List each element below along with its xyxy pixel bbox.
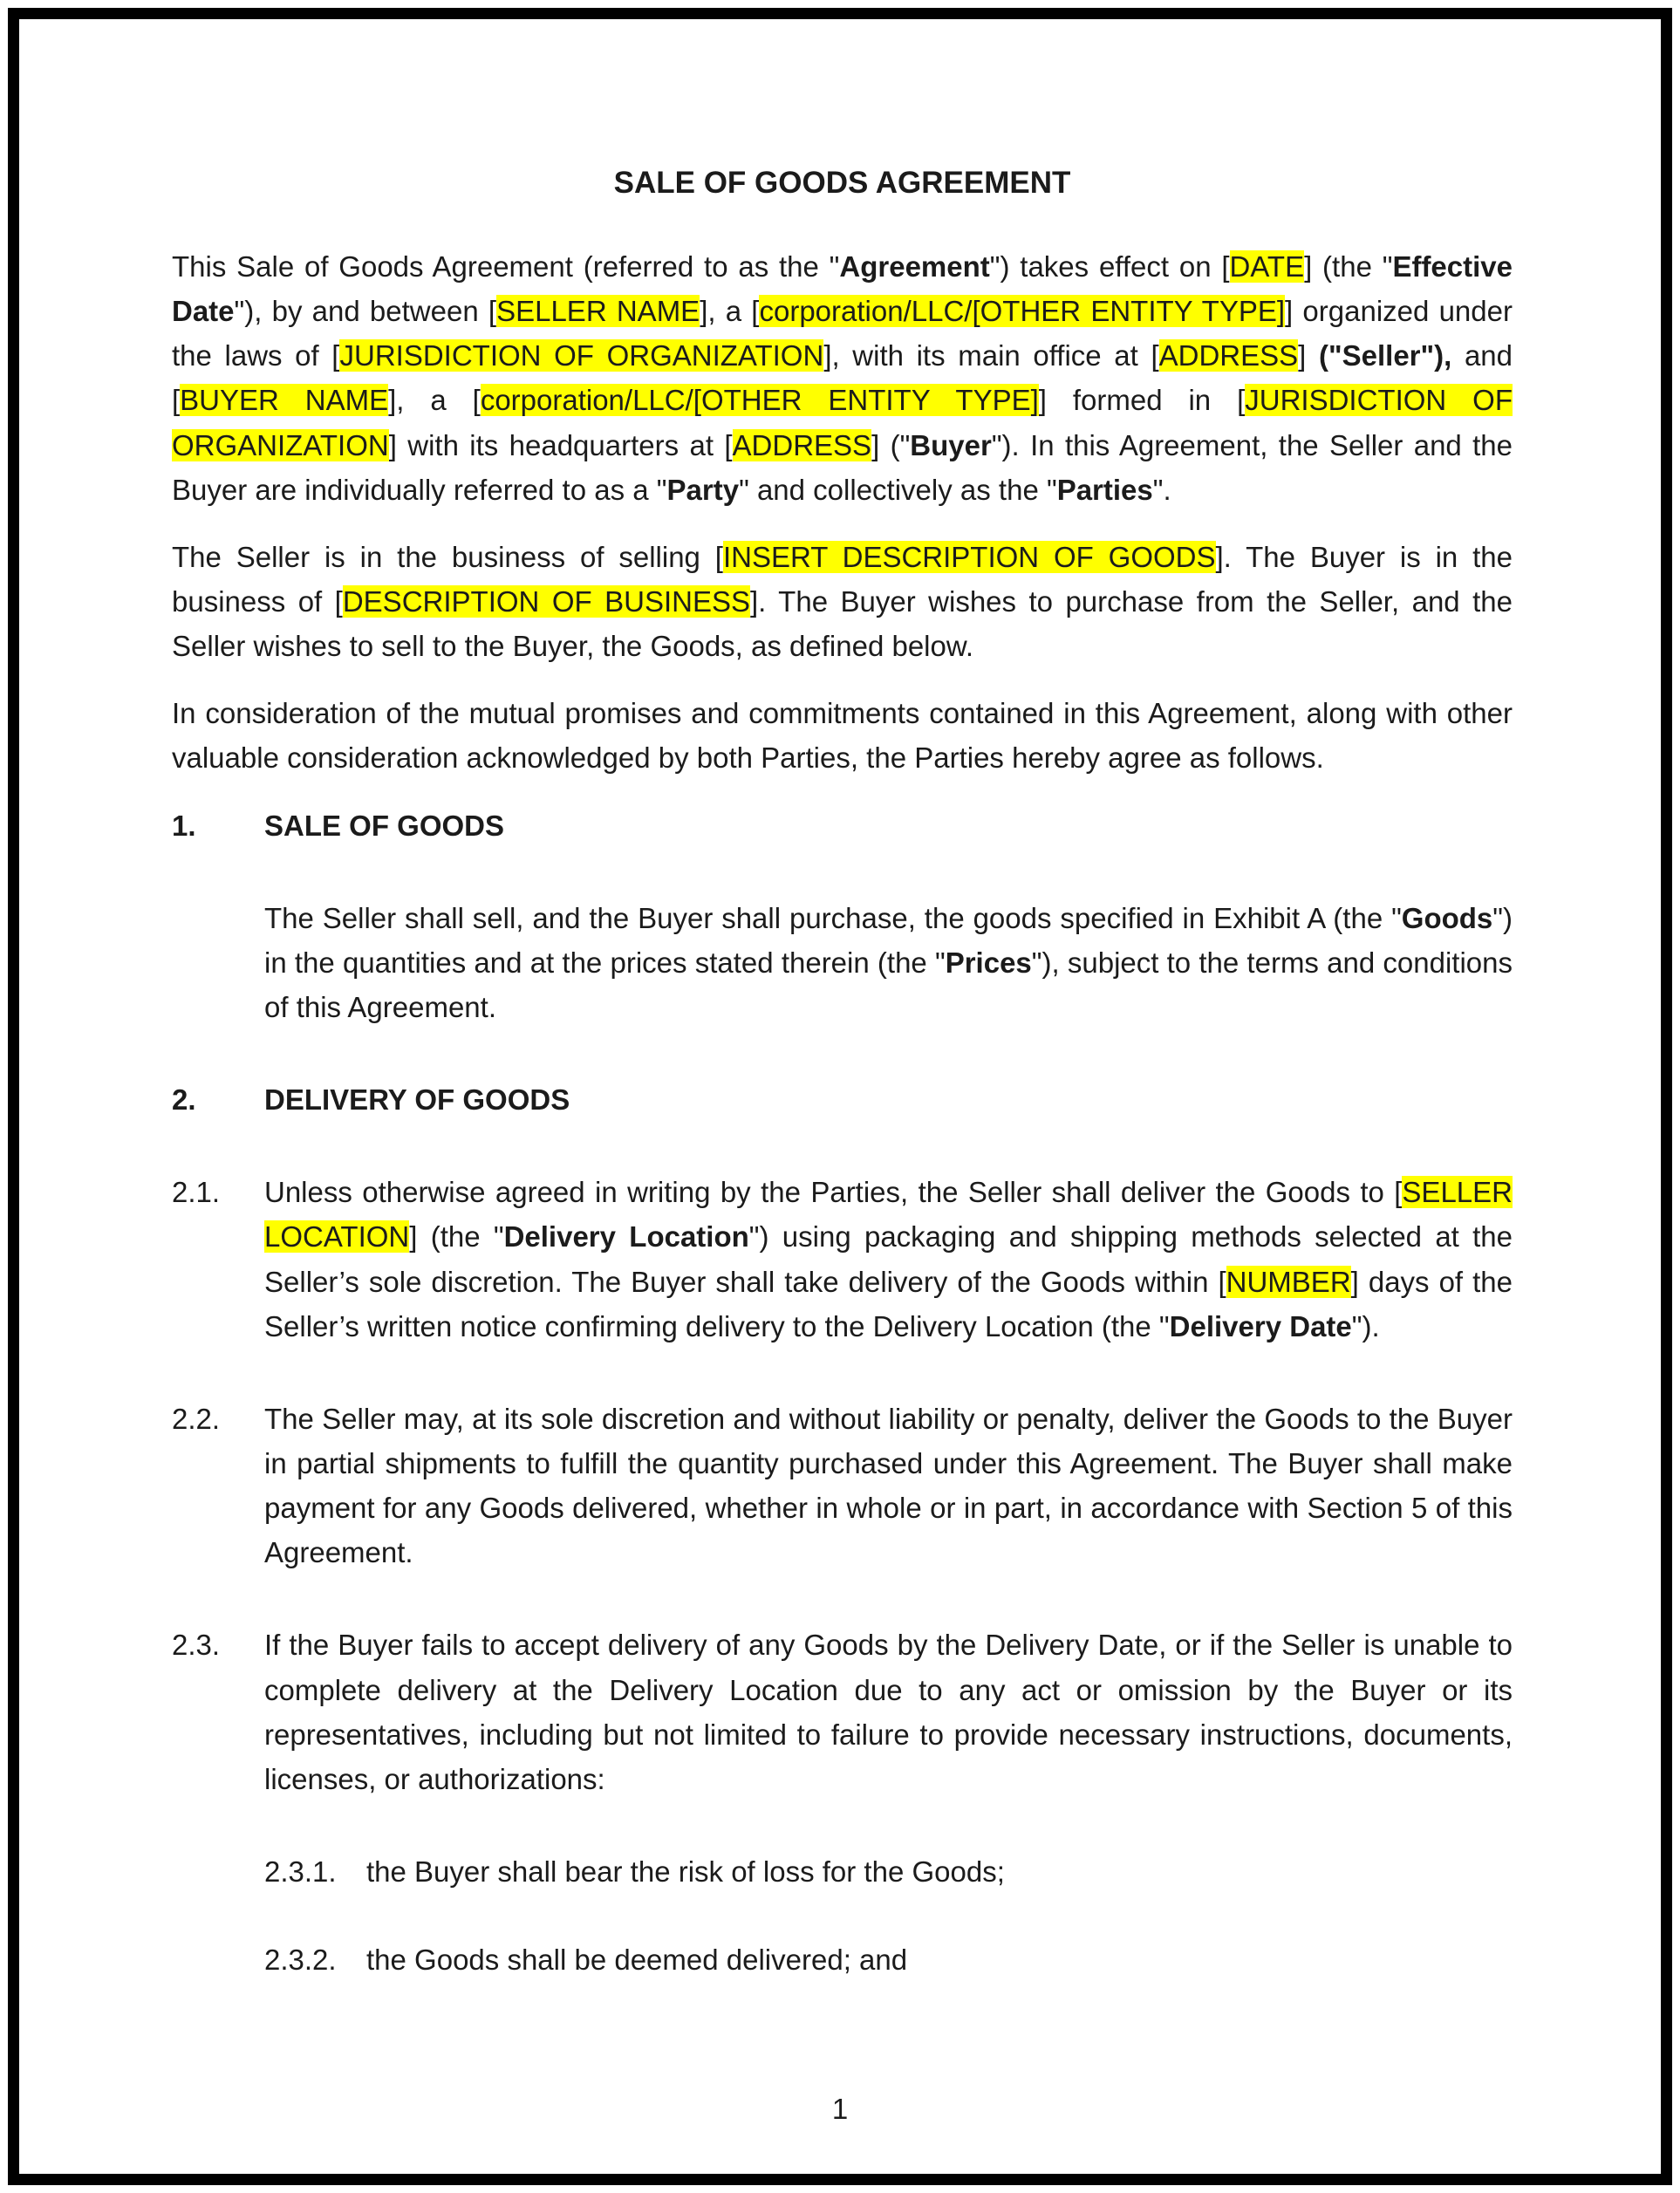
- text-run: ], a [: [388, 384, 481, 417]
- clause-text: [264, 1623, 1513, 1801]
- text-run: ]. The Buyer wishes to purchase from the Seller, and the Seller wishes to sell to the Buyer, the Goods, as defined below.: [172, 584, 1513, 663]
- text-run: ] organized under the laws of [: [172, 295, 1513, 372]
- text-run: ]. The Buyer is in the business of [: [172, 540, 1513, 618]
- document-title: SALE OF GOODS AGREEMENT: [613, 166, 1071, 200]
- text-run: Unless otherwise agreed in writing by the Parties, the Seller shall deliver the Goods to [: [264, 1176, 1403, 1209]
- text-run: the Buyer shall bear the risk of loss for the Goods;: [366, 1855, 1005, 1888]
- clause-text: [264, 1170, 1513, 1349]
- placeholder-field: SELLER LOCATION: [264, 1176, 1513, 1254]
- text-run: ".: [1152, 473, 1171, 506]
- clause-text: [264, 803, 1513, 848]
- clause-text: [264, 1077, 1513, 1122]
- clause-text: [264, 1397, 1513, 1575]
- clause-number: 2.3.: [172, 1629, 221, 1662]
- placeholder-field: JURISDICTION OF ORGANIZATION: [172, 384, 1513, 461]
- numbered-clause: [172, 1623, 1513, 1801]
- placeholder-field: NUMBER: [1226, 1265, 1351, 1298]
- text-run: the Goods shall be deemed delivered; and: [366, 1944, 908, 1977]
- text-run: ], with its main office at [: [823, 339, 1159, 372]
- section-paragraph: [264, 896, 1513, 1029]
- text-run: and [: [172, 339, 1513, 417]
- text-run: Buyer: [910, 428, 992, 461]
- clause-number: 2.3.2.: [264, 1944, 337, 1977]
- text-run: If the Buyer fails to accept delivery of any Goods by the Delivery Date, or if the Seller is unable to complete delivery at the Delivery Location due to any act or omission by the Buyer or its representatives, including but not limited to failure to provide necessary instructions, documents, licenses, or authorizations:: [264, 1629, 1513, 1795]
- placeholder-field: corporation/LLC/[OTHER ENTITY TYPE]: [759, 295, 1286, 328]
- text-run: ] formed in [: [1038, 384, 1246, 417]
- text-run: ") using packaging and shipping methods selected at the Seller’s sole discretion. The Buyer shall take delivery of the Goods within [: [264, 1220, 1513, 1298]
- text-run: Delivery Location: [503, 1220, 749, 1254]
- numbered-subclause: [264, 1849, 1513, 1894]
- placeholder-field: INSERT DESCRIPTION OF GOODS: [722, 540, 1216, 573]
- text-run: This Sale of Goods Agreement (referred to as the ": [172, 250, 840, 283]
- placeholder-field: corporation/LLC/[OTHER ENTITY TYPE]: [480, 384, 1039, 417]
- text-run: ], a [: [700, 295, 760, 328]
- text-run: The Seller is in the business of selling [: [172, 540, 723, 573]
- text-run: ") in the quantities and at the prices stated therein (the ": [264, 901, 1513, 979]
- numbered-subclause: [264, 1937, 1513, 1982]
- text-run: ] with its headquarters at [: [388, 428, 733, 461]
- intro-paragraph: [172, 535, 1513, 668]
- document-body: [172, 244, 1513, 1982]
- text-run: ] (the ": [409, 1220, 504, 1254]
- text-run: ]: [1298, 339, 1319, 372]
- intro-paragraph: [172, 244, 1513, 512]
- text-run: ") takes effect on [: [989, 250, 1230, 283]
- numbered-clause: [172, 1397, 1513, 1575]
- page-number: 1: [831, 2093, 849, 2125]
- placeholder-field: ADDRESS: [1158, 339, 1299, 372]
- text-run: The Seller may, at its sole discretion and without liability or penalty, deliver the Goods to the Buyer in partial shipments to fulfill the quantity purchased under this Agreement. The Buyer shall make payment for any Goods delivered, whether in whole or in part, in accordance with Section 5 of this Agreement.: [264, 1402, 1513, 1569]
- text-run: Parties: [1056, 473, 1153, 506]
- document-content: [172, 161, 1513, 2026]
- section-heading: [172, 803, 1513, 848]
- text-run: ] (": [871, 428, 911, 461]
- section-heading: [172, 1077, 1513, 1122]
- text-run: ("Seller"),: [1318, 339, 1452, 372]
- intro-paragraph: [172, 691, 1513, 780]
- clause-number: 2.: [172, 1083, 196, 1117]
- clause-number: 2.2.: [172, 1402, 221, 1435]
- text-run: Delivery Date: [1169, 1309, 1352, 1342]
- clause-number: 1.: [172, 809, 196, 842]
- placeholder-field: DESCRIPTION OF BUSINESS: [342, 584, 750, 618]
- text-run: In consideration of the mutual promises and commitments contained in this Agreement, along with other valuable consideration acknowledged by both Parties, the Parties hereby agree as follows.: [172, 697, 1513, 775]
- numbered-clause: [172, 1170, 1513, 1349]
- clause-text: [366, 1937, 1513, 1982]
- placeholder-field: ADDRESS: [732, 428, 872, 461]
- text-run: Effective Date: [172, 250, 1513, 328]
- text-run: Party: [666, 473, 740, 506]
- text-run: " and collectively as the ": [739, 473, 1057, 506]
- text-run: "). In this Agreement, the Seller and the Buyer are individually referred to as a ": [172, 428, 1513, 506]
- placeholder-field: BUYER NAME: [180, 384, 389, 417]
- text-run: ").: [1351, 1309, 1380, 1342]
- clause-text: [366, 1849, 1513, 1894]
- text-run: Prices: [945, 946, 1032, 979]
- placeholder-field: DATE: [1229, 250, 1305, 283]
- placeholder-field: SELLER NAME: [496, 295, 700, 328]
- text-run: SALE OF GOODS: [264, 809, 505, 842]
- placeholder-field: JURISDICTION OF ORGANIZATION: [339, 339, 824, 372]
- text-run: "), by and between [: [234, 295, 497, 328]
- text-run: "), subject to the terms and conditions of this Agreement.: [264, 946, 1513, 1023]
- clause-number: 2.3.1.: [264, 1855, 337, 1888]
- clause-number: 2.1.: [172, 1176, 221, 1209]
- text-run: Goods: [1401, 901, 1493, 934]
- text-run: Agreement: [839, 250, 990, 283]
- text-run: ] days of the Seller’s written notice confirming delivery to the Delivery Location (the ": [264, 1265, 1513, 1342]
- text-run: DELIVERY OF GOODS: [264, 1083, 570, 1117]
- text-run: ] (the ": [1304, 250, 1393, 283]
- text-run: The Seller shall sell, and the Buyer shall purchase, the goods specified in Exhibit A (the ": [264, 901, 1402, 934]
